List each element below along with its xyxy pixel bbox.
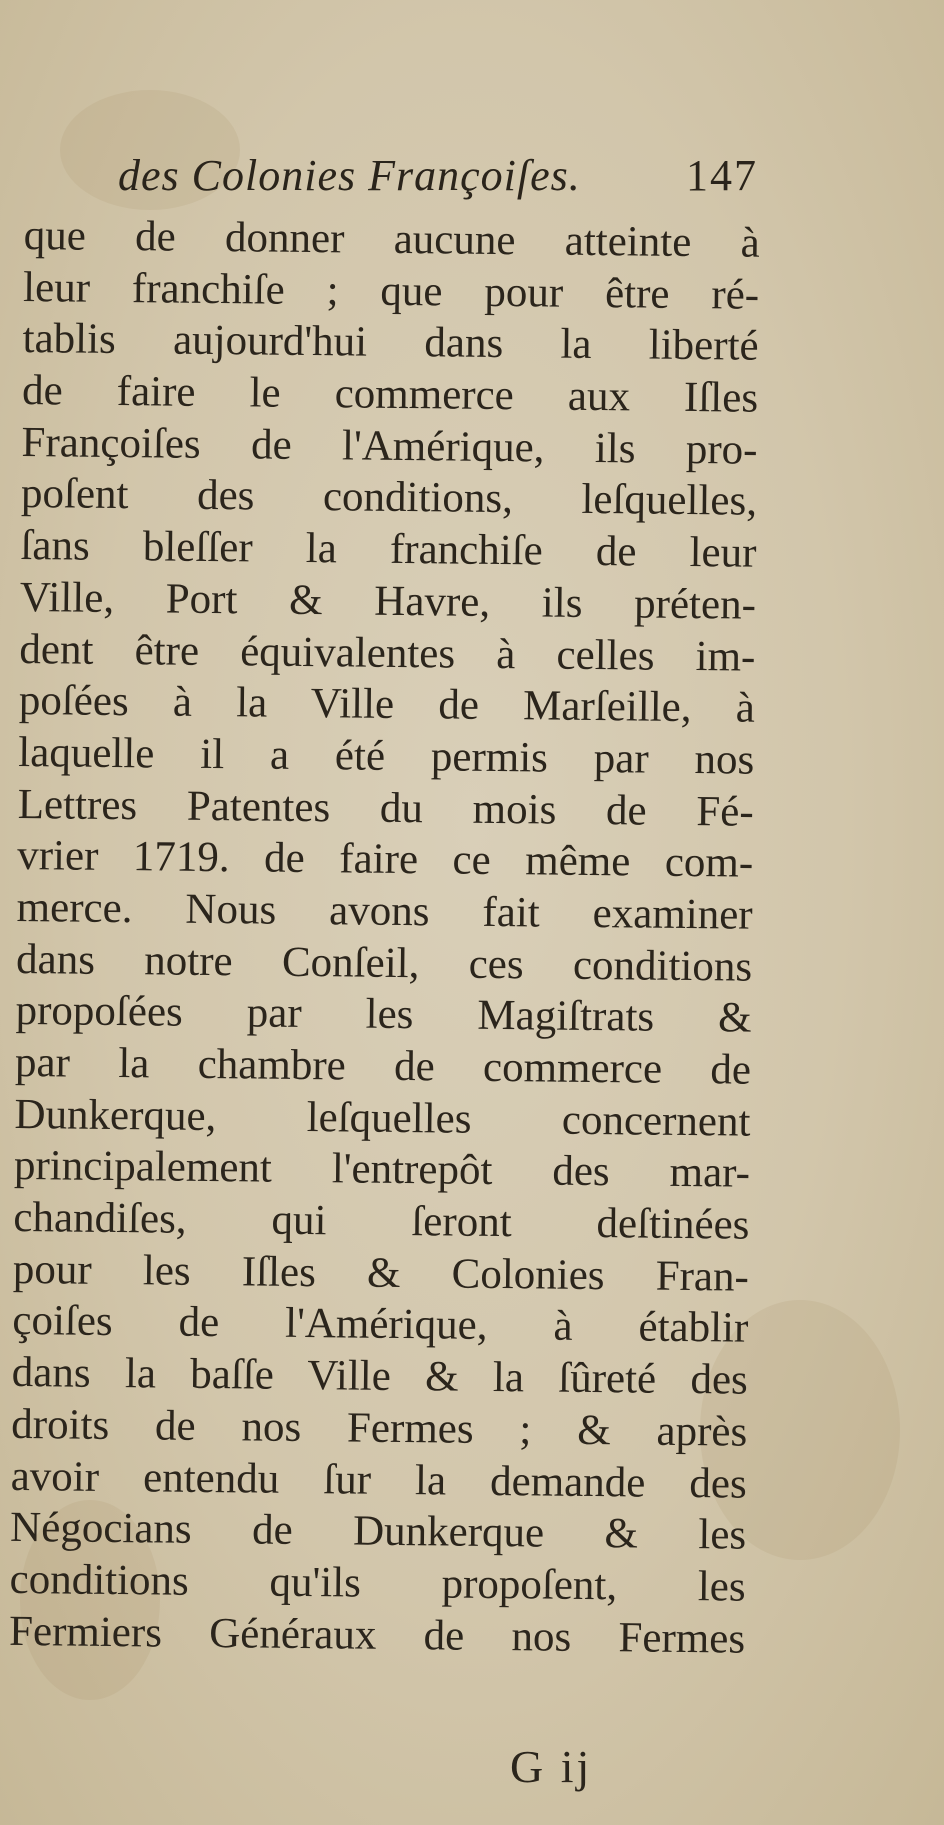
text-line: Françoiſes de l'Amérique, ils pro- [21,418,758,474]
text-line: poſées à la Ville de Marſeille, à [18,677,756,732]
text-line: leur franchiſe ; que pour être ré- [22,263,760,319]
text-line: merce. Nous avons fait examiner [16,883,753,939]
text-line: conditions qu'ils propoſent, les [9,1555,746,1611]
text-line: pour les Iſles & Colonies Fran- [12,1245,750,1301]
text-line: Ville, Port & Havre, ils préten- [19,573,757,629]
text-line: vrier 1719. de faire ce même com- [16,832,754,887]
text-line: poſent des conditions, leſquelles, [20,470,758,526]
text-line: avoir entendu ſur la demande des [10,1452,747,1508]
page-header [118,150,758,210]
text-line: laquelle il a été permis par nos [18,728,755,784]
text-line: dent être équivalentes à celles im- [19,625,756,681]
text-line: de faire le commerce aux Iſles [21,367,759,422]
running-title: des Colonies Françoiſes. [118,151,581,200]
text-line: Fermiers Généraux de nos Fermes [8,1607,746,1663]
text-line: que de donner aucune atteinte à [23,211,760,267]
text-line: Lettres Patentes du mois de Fé- [17,780,754,836]
text-line: çoiſes de l'Amérique, à établir [12,1297,749,1353]
body-text [9,210,760,1665]
text-line: droits de nos Fermes ; & après [11,1400,748,1456]
text-line: chandiſes, qui ſeront deſtinées [13,1194,750,1249]
text-line: tablis aujourd'hui dans la liberté [22,315,759,371]
text-line: dans la baſſe Ville & la ſûreté des [11,1349,749,1404]
text-line: par la chambre de commerce de [14,1038,752,1094]
signature-mark: G ij [510,1741,593,1792]
text-line: Dunkerque, leſquelles concernent [14,1090,751,1146]
text-line: Négocians de Dunkerque & les [9,1504,747,1559]
text-line: ſans bleſſer la franchiſe de leur [20,522,757,577]
text-line: dans notre Conſeil, ces conditions [15,935,753,991]
text-line: propoſées par les Magiſtrats & [15,987,752,1042]
page-number: 147 [686,151,758,200]
text-line: principalement l'entrepôt des mar- [13,1142,751,1198]
